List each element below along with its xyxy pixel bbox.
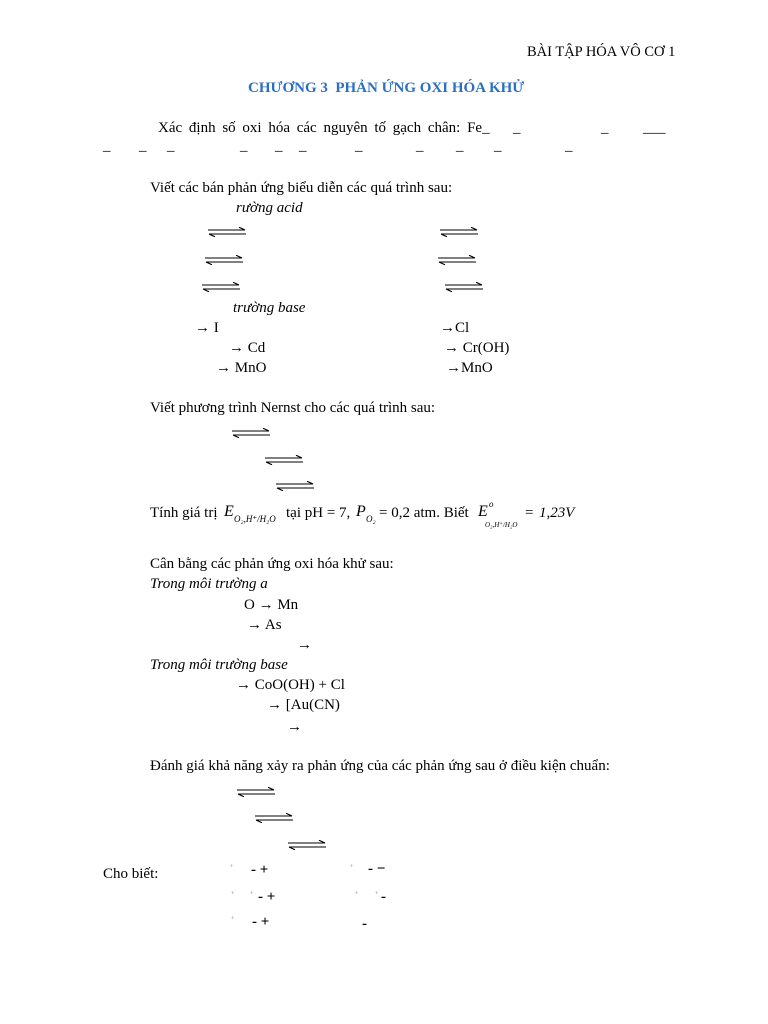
q4-p-symbol: P xyxy=(356,503,366,520)
q6-prompt: Đánh giá khả năng xảy ra phản ứng của các phản ứng sau ở điều kiện chuẩn: xyxy=(150,758,610,774)
q4-e0-equals: = xyxy=(525,505,534,521)
q4-e0-symbol: E xyxy=(478,503,488,520)
q3-prompt: Viết phương trình Nernst cho các quá trình sau: xyxy=(150,400,436,416)
q1-blank: ___ xyxy=(643,120,666,136)
q4-condition-ph: tại pH = 7, xyxy=(286,505,351,521)
given-superscript: + xyxy=(350,864,354,870)
q2-base-reaction: → Cr(OH) xyxy=(444,340,510,356)
given-charge: - + xyxy=(251,862,269,878)
equilibrium-arrow-icon xyxy=(288,840,326,850)
equilibrium-arrow-icon xyxy=(265,455,303,465)
course-header: BÀI TẬP HÓA VÔ CƠ 1 xyxy=(527,44,676,60)
given-label: Cho biết: xyxy=(103,866,159,882)
q2-acid-label: rường acid xyxy=(236,200,303,216)
equilibrium-arrow-icon xyxy=(205,255,243,265)
given-charge: - xyxy=(381,889,386,905)
q4-e0-superscript: o xyxy=(489,499,494,509)
q1-blank: _ xyxy=(103,138,111,154)
q2-base-reaction: → MnO xyxy=(216,360,267,376)
q1-blank: _ xyxy=(601,120,609,136)
q5-acid-reaction: O → Mn xyxy=(244,597,299,613)
q5-prompt: Cân bằng các phản ứng oxi hóa khử sau: xyxy=(150,556,394,572)
q5-acid-reaction: → xyxy=(297,637,312,653)
q1-blank: _ xyxy=(565,138,573,154)
q4-lead: Tính giá trị xyxy=(150,505,218,521)
given-charge: - + xyxy=(252,914,270,930)
equilibrium-arrow-icon xyxy=(237,787,275,797)
q2-base-reaction: → I xyxy=(195,320,219,336)
q1-blank: _ xyxy=(299,138,307,154)
q4-e-subscript: O₂,H⁺/H₂O xyxy=(234,514,276,524)
q5-base-reaction: → [Au(CN) xyxy=(267,697,340,713)
q4-e0-value: 1,23V xyxy=(539,505,575,521)
q1-blank: _ xyxy=(240,138,248,154)
equilibrium-arrow-icon xyxy=(440,227,478,237)
q5-acid-reaction: → As xyxy=(247,617,282,633)
q5-base-label: Trong môi trường base xyxy=(150,657,288,673)
q1-blank: _ xyxy=(167,138,175,154)
q4-p-subscript: O₂ xyxy=(366,514,376,524)
q1-blank: _ xyxy=(355,138,363,154)
q1-blank: _ xyxy=(275,138,283,154)
q4-e0-subscript: O₂,H⁺/H₂O xyxy=(485,521,518,529)
q5-base-reaction: → CoO(OH) + Cl xyxy=(236,677,345,693)
given-superscript: + xyxy=(231,916,235,922)
equilibrium-arrow-icon xyxy=(276,481,314,491)
given-charge: - xyxy=(362,916,367,932)
equilibrium-arrow-icon xyxy=(445,282,483,292)
q2-base-label: trường base xyxy=(233,300,306,316)
q1-blank: _ xyxy=(139,138,147,154)
q1-prompt: Xác định số oxi hóa các nguyên tố gạch chân: Fe_ xyxy=(158,120,490,136)
q1-blank: _ xyxy=(513,120,521,136)
given-superscript: + xyxy=(355,891,359,897)
equilibrium-arrow-icon xyxy=(202,282,240,292)
q5-acid-label: Trong môi trường a xyxy=(150,576,268,592)
q2-prompt: Viết các bán phản ứng biểu diễn các quá trình sau: xyxy=(150,180,453,196)
q1-blank: _ xyxy=(456,138,464,154)
q1-blank: _ xyxy=(494,138,502,154)
q4-condition-p: = 0,2 atm. Biết xyxy=(379,505,469,521)
q1-blank: _ xyxy=(416,138,424,154)
q2-base-reaction: → Cd xyxy=(229,340,266,356)
q5-base-reaction: → xyxy=(287,719,302,735)
q2-base-reaction: →Cl xyxy=(440,320,470,336)
q2-base-reaction: →MnO xyxy=(446,360,493,376)
given-superscript: + xyxy=(250,891,254,897)
equilibrium-arrow-icon xyxy=(438,255,476,265)
equilibrium-arrow-icon xyxy=(255,813,293,823)
q4-e-symbol: E xyxy=(224,503,234,520)
given-charge: - + xyxy=(258,889,276,905)
equilibrium-arrow-icon xyxy=(232,428,270,438)
given-charge: - − xyxy=(368,861,386,877)
given-superscript: + xyxy=(375,891,379,897)
given-superscript: + xyxy=(230,864,234,870)
equilibrium-arrow-icon xyxy=(208,227,246,237)
given-superscript: + xyxy=(231,891,235,897)
chapter-title: CHƯƠNG 3 PHẢN ỨNG OXI HÓA KHỬ xyxy=(248,80,525,96)
